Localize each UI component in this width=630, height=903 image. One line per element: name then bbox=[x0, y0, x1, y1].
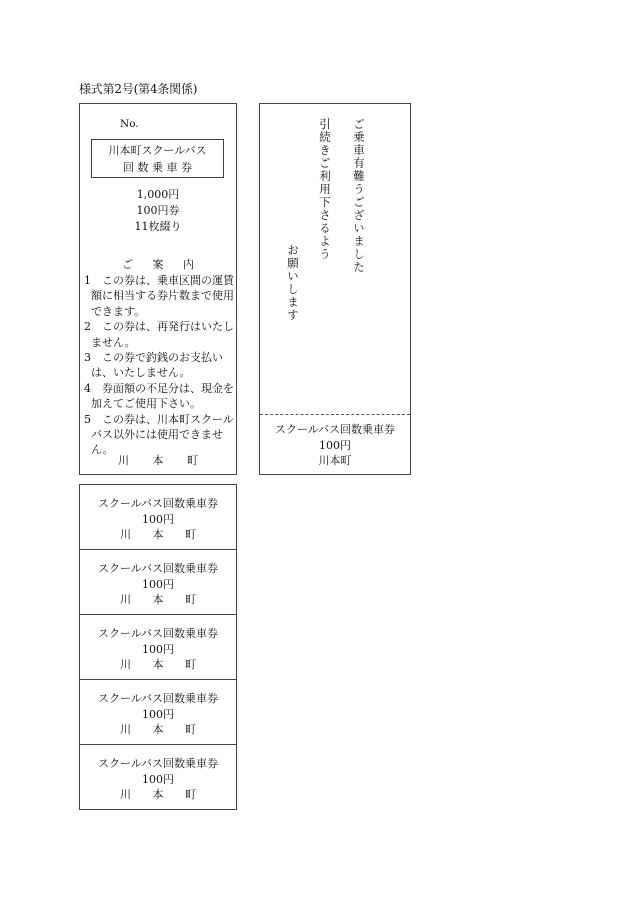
stub-thanks-text: ご乗車有難うございました bbox=[352, 118, 366, 274]
ticket-title-line1: 川本町スクールバス bbox=[108, 144, 207, 157]
guide-note: 5 この券は、川本町スクールバス以外には使用できません。 bbox=[84, 412, 234, 457]
coupon bbox=[79, 484, 237, 550]
coupon-issuer: 川 本 町 bbox=[120, 788, 205, 801]
ticket-cover bbox=[79, 103, 237, 475]
coupon bbox=[79, 679, 237, 745]
coupon-price: 100円 bbox=[142, 642, 174, 656]
guide-note: 2 この券は、再発行はいたしません。 bbox=[84, 320, 234, 349]
stub-footer bbox=[260, 422, 410, 469]
coupon-title: スクールバス回数乗車券 bbox=[97, 627, 218, 640]
ticket-title-box bbox=[91, 139, 224, 178]
stub-continue-text: 引続きご利用下さるよう bbox=[318, 118, 332, 261]
coupon-price: 100円 bbox=[142, 577, 174, 591]
coupon-issuer: 川 本 町 bbox=[120, 528, 205, 541]
guide-notes bbox=[84, 273, 234, 458]
ticket-number-label: No. bbox=[120, 118, 139, 130]
stub-request-text: お願いします bbox=[286, 244, 300, 322]
ticket-title-line2: 回 数 乗 車 券 bbox=[123, 161, 192, 174]
stub-foot-title: スクールバス回数乗車券 bbox=[274, 423, 395, 436]
coupon-price: 100円 bbox=[142, 772, 174, 786]
guide-note: 3 この券で釣銭のお支払いは、いたしません。 bbox=[84, 351, 223, 380]
guide-note: 1 この券は、乗車区間の運賃額に相当する券片数まで使用できます。 bbox=[84, 274, 234, 318]
stub-perforation-line bbox=[260, 414, 410, 415]
ticket-issuer: 川 本 町 bbox=[118, 454, 208, 467]
stub-foot-price: 100円 bbox=[319, 438, 351, 452]
ticket-unit: 100円券 bbox=[136, 204, 180, 217]
ticket-count: 11枚綴り bbox=[134, 220, 182, 233]
guide-title: ご 案 内 bbox=[122, 258, 202, 271]
coupon-issuer: 川 本 町 bbox=[120, 593, 205, 606]
coupon-issuer: 川 本 町 bbox=[120, 723, 205, 736]
coupon bbox=[79, 549, 237, 615]
coupon-price: 100円 bbox=[142, 707, 174, 721]
coupon-title: スクールバス回数乗車券 bbox=[97, 692, 218, 705]
coupon-issuer: 川 本 町 bbox=[120, 658, 205, 671]
ticket-price: 1,000円 bbox=[136, 188, 180, 201]
coupon-title: スクールバス回数乗車券 bbox=[97, 497, 218, 510]
stub-foot-issuer: 川本町 bbox=[318, 454, 352, 467]
ticket-stub bbox=[259, 103, 411, 475]
form-heading: 様式第2号(第4条関係) bbox=[79, 82, 198, 96]
coupon-title: スクールバス回数乗車券 bbox=[97, 757, 218, 770]
coupon-title: スクールバス回数乗車券 bbox=[97, 562, 218, 575]
coupon-price: 100円 bbox=[142, 512, 174, 526]
coupon bbox=[79, 744, 237, 810]
guide-note: 4 券面額の不足分は、現金を加えてご使用下さい。 bbox=[84, 381, 234, 411]
coupon bbox=[79, 614, 237, 680]
